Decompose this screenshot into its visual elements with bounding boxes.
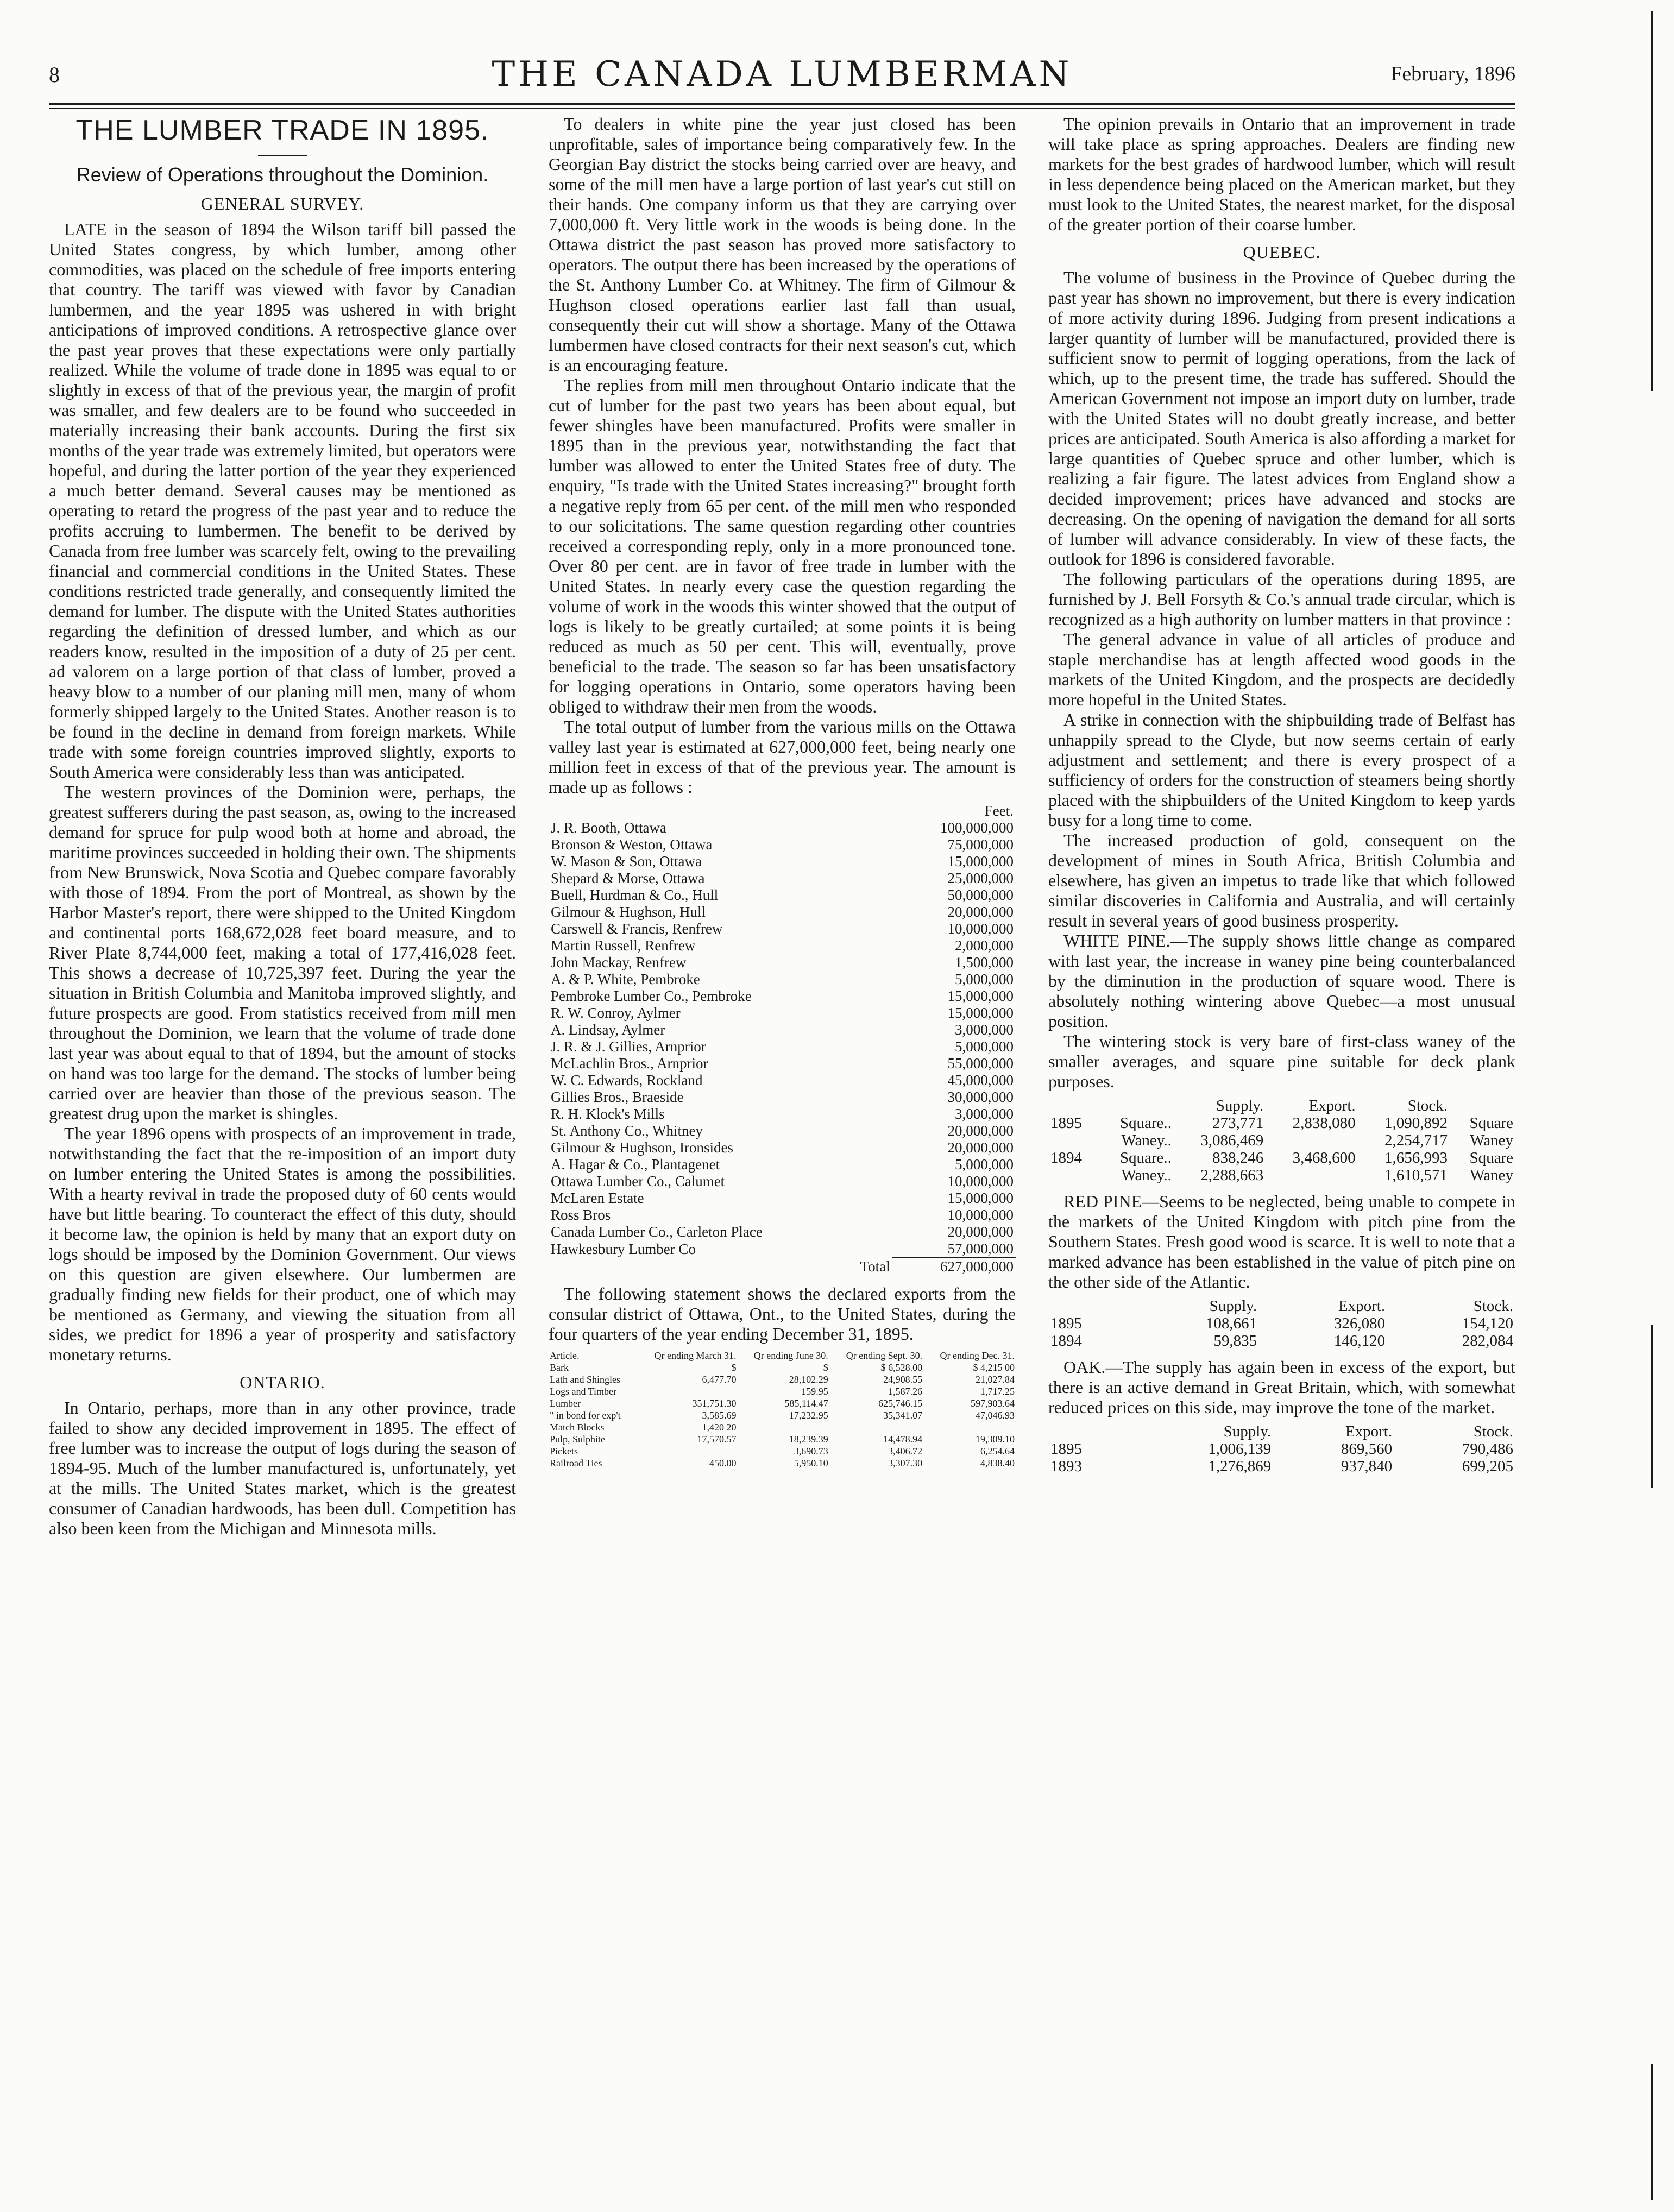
table-cell: 6,477.70 (702, 1374, 737, 1385)
table-cell (1266, 1167, 1357, 1184)
paragraph: The year 1896 opens with prospects of an improvement in trade, notwithstanding the fact that the re-imposition of an import duty on lumber entering the United States is among the possibilities. With a hearty revival in trade the proposed duty of 60 cents would have but little bearing. To counteract the effect of this duty, should it become law, the opinion is held by many that an export duty on logs should be imposed by the Dominion Government. Our views on this question are given elsewhere. Our lumbermen are gradually finding new fields for their product, one of which may be mentioned as Germany, and viewing the situation from all sides, we predict for 1896 a year of prosperity and satisfactory monetary returns. (49, 1124, 516, 1364)
table-cell: 351,751.30 (692, 1398, 737, 1409)
column-1 (49, 114, 516, 2210)
table-row (549, 1240, 1016, 1258)
table-cell: $ (823, 1362, 828, 1373)
table-cell: " in bond for exp't (550, 1410, 621, 1421)
table-header-cell: Qr ending Dec. 31. (940, 1350, 1015, 1361)
mill-feet: 5,000,000 (955, 1038, 1014, 1055)
mill-name: Ottawa Lumber Co., Calumet (551, 1173, 725, 1189)
mill-name: A. Hagar & Co., Plantagenet (551, 1156, 720, 1173)
headline-rule (258, 155, 307, 156)
mill-name: McLachlin Bros., Arnprior (551, 1055, 708, 1072)
table-row (549, 1022, 1016, 1038)
paragraph: The following statement shows the declared exports from the consular district of Ottawa, Ont., to the United States, during the four quarters of the year ending December 31, 1895. (549, 1284, 1016, 1344)
table-header-cell: Supply. (1209, 1297, 1257, 1315)
mill-name: Shepard & Morse, Ottawa (551, 870, 705, 886)
table-cell: 1,276,869 (1208, 1458, 1272, 1475)
table-cell: Pulp, Sulphite (550, 1434, 606, 1445)
table-cell: Square (1469, 1114, 1513, 1132)
mill-feet: 25,000,000 (947, 870, 1014, 886)
table-cell: 790,486 (1462, 1440, 1513, 1458)
table-cell: 450.00 (709, 1458, 737, 1469)
table-cell: 326,080 (1333, 1315, 1386, 1332)
table-cell: 17,232.95 (789, 1410, 828, 1421)
article-headline: THE LUMBER TRADE IN 1895. (75, 115, 489, 146)
table-cell: Waney (1470, 1132, 1513, 1149)
mill-name: Pembroke Lumber Co., Pembroke (551, 988, 752, 1004)
mill-feet: 3,000,000 (955, 1106, 1014, 1122)
table-cell: 1895 (1050, 1440, 1082, 1458)
table-header-cell: Export. (1308, 1097, 1356, 1114)
table-row (549, 1139, 1016, 1156)
table-row (549, 971, 1016, 988)
table-cell: 869,560 (1341, 1440, 1393, 1458)
table-row (549, 1362, 1016, 1373)
table-cell (637, 1385, 738, 1397)
table-cell (923, 1421, 1016, 1433)
header-rule (49, 103, 1515, 105)
table-cell: Waney.. (1121, 1167, 1172, 1184)
table-cell: 17,570.57 (697, 1434, 737, 1445)
paragraph: OAK.—The supply has again been in excess of the export, but there is an active demand in Great Britain, which, with somewhat reduced prices on this side, may improve the tone of the market. (1048, 1357, 1515, 1417)
mill-name: John Mackay, Renfrew (551, 954, 687, 970)
table-row (1048, 1149, 1515, 1167)
table-cell: 6,254.64 (980, 1446, 1015, 1457)
table-cell: 3,690.73 (794, 1446, 828, 1457)
table-cell: $ 4,215 00 (973, 1362, 1015, 1373)
table-cell: 2,254,717 (1384, 1132, 1448, 1149)
table-cell: 2,838,080 (1292, 1114, 1356, 1132)
ottawa-mills-table (549, 803, 1016, 1275)
mill-feet: 20,000,000 (947, 1139, 1014, 1156)
table-cell: Pickets (550, 1446, 578, 1457)
table-cell: 1,656,993 (1384, 1149, 1448, 1167)
table-row (549, 921, 1016, 937)
mill-feet: 5,000,000 (955, 1156, 1014, 1173)
table-cell: 1,420 20 (702, 1422, 737, 1433)
table-cell (637, 1445, 738, 1457)
table-row (549, 1457, 1016, 1469)
paragraph: A strike in connection with the shipbuilding trade of Belfast has unhappily spread to the Clyde, but now seems certain of early adjustment and settlement; and there is every prospect of a sufficiency of orders for the construction of steamers being shortly placed with the shipbuilders of the United Kingdom to keep yards busy for a long time to come. (1048, 710, 1515, 830)
mill-name: Bronson & Weston, Ottawa (551, 836, 713, 853)
mill-name: Hawkesbury Lumber Co (551, 1240, 696, 1257)
section-heading-general-survey: GENERAL SURVEY. (200, 194, 364, 213)
table-cell: 4,838.40 (980, 1458, 1015, 1469)
column-2 (549, 114, 1016, 2210)
table-cell: 59,835 (1213, 1332, 1257, 1350)
table-row (549, 853, 1016, 870)
mill-name: J. R. & J. Gillies, Arnprior (551, 1038, 706, 1055)
mill-feet: 15,000,000 (947, 1005, 1014, 1021)
table-header-cell (1048, 1423, 1127, 1440)
paragraph: RED PINE—Seems to be neglected, being unable to compete in the markets of the United Kingdom with pitch pine from the Southern States. Fresh good wood is scarce. It is well to note that a marked advance has been established in the value of pitch pine on the other side of the Atlantic. (1048, 1192, 1515, 1291)
mill-feet: 75,000,000 (947, 836, 1014, 853)
page-edge-line (1651, 2064, 1653, 2200)
table-header-cell: Export. (1345, 1423, 1393, 1440)
mill-feet: 10,000,000 (947, 921, 1014, 937)
table-row (1048, 1315, 1515, 1332)
table-row (549, 1385, 1016, 1397)
table-cell: 5,950.10 (794, 1458, 828, 1469)
mill-name: Martin Russell, Renfrew (551, 937, 696, 954)
table-cell: 1895 (1050, 1114, 1082, 1132)
mills-total-value: 627,000,000 (892, 1258, 1016, 1275)
table-header-cell: Article. (550, 1350, 580, 1361)
table-cell: 14,478.94 (883, 1434, 923, 1445)
mill-feet: 15,000,000 (947, 853, 1014, 869)
table-cell: Waney.. (1121, 1132, 1172, 1149)
page-number: 8 (49, 62, 60, 87)
mill-name: St. Anthony Co., Whitney (551, 1123, 703, 1139)
mill-name: A. & P. White, Pembroke (551, 971, 700, 987)
table-cell: Square.. (1119, 1114, 1172, 1132)
paragraph: The volume of business in the Province of Quebec during the past year has shown no improvement, but there is every indication of more activity during 1896. Judging from present indications a larger quantity of lumber will be manufactured, provided there is sufficient snow to permit of logging operations, from the lack of which, up to the present time, the trade has suffered. Should the American Government not impose an import duty on lumber, trade with the United States will no doubt greatly increase, and better prices are anticipated. South America is also affording a market for large quantities of Quebec spruce and other lumber, which is realizing a fair figure. The latest advices from England show a decided improvement; prices have advanced and stocks are decreasing. On the opening of navigation the demand for all sorts of lumber will advance considerably. In view of these facts, the outlook for 1896 is considered favorable. (1048, 268, 1515, 569)
table-row (549, 1190, 1016, 1207)
mill-name: R. W. Conroy, Aylmer (551, 1005, 681, 1021)
table-cell: Square.. (1119, 1149, 1172, 1167)
table-cell: 838,246 (1212, 1149, 1264, 1167)
paragraph: The general advance in value of all articles of produce and staple merchandise has at length affected wood goods in the markets of the United Kingdom, and the prospects are decidedly more hopeful in the United States. (1048, 629, 1515, 709)
table-cell (829, 1421, 923, 1433)
table-row (549, 1433, 1016, 1445)
table-cell: 273,771 (1212, 1114, 1264, 1132)
table-cell: 19,309.10 (976, 1434, 1015, 1445)
table-row (1048, 1458, 1515, 1475)
mill-name: J. R. Booth, Ottawa (551, 820, 666, 836)
table-row (549, 937, 1016, 954)
issue-date: February, 1896 (1390, 62, 1515, 85)
table-row (549, 1373, 1016, 1385)
table-row (1048, 1114, 1515, 1132)
paragraph: The increased production of gold, consequent on the development of mines in South Africa, British Columbia and elsewhere, has given an impetus to trade like that which followed similar discoveries in California and Australia, and will certainly result in several years of good business prosperity. (1048, 830, 1515, 930)
column-3 (1048, 114, 1515, 2210)
mill-name: W. Mason & Son, Ottawa (551, 853, 702, 869)
table-header-cell (1048, 1297, 1131, 1315)
mill-feet: 2,000,000 (955, 937, 1014, 954)
table-row (549, 1089, 1016, 1106)
mill-feet: 15,000,000 (947, 988, 1014, 1004)
table-row (549, 988, 1016, 1005)
page-edge-line (1651, 1325, 1653, 1488)
table-cell: 47,046.93 (976, 1410, 1015, 1421)
table-cell: 1,610,571 (1384, 1167, 1448, 1184)
table-cell: 3,406.72 (888, 1446, 923, 1457)
table-cell: 2,288,663 (1200, 1167, 1264, 1184)
table-row (549, 1445, 1016, 1457)
mills-total-label: Total (860, 1258, 890, 1275)
table-cell: 108,661 (1205, 1315, 1257, 1332)
red-pine-table (1048, 1297, 1515, 1350)
table-row (549, 1055, 1016, 1072)
table-header-cell: Stock. (1407, 1097, 1448, 1114)
table-cell: 1894 (1050, 1332, 1082, 1350)
mill-feet: 30,000,000 (947, 1089, 1014, 1105)
table-cell: 585,114.47 (784, 1398, 828, 1409)
paragraph: The opinion prevails in Ontario that an improvement in trade will take place as spring approaches. Dealers are finding new markets for the best grades of hardwood lumber, which will result in less dependence being placed on the American market, but they must look to the United States, the nearest market, for the disposal of the greater portion of their coarse lumber. (1048, 114, 1515, 234)
table-row (549, 1106, 1016, 1123)
table-cell: 3,468,600 (1292, 1149, 1356, 1167)
paragraph: The total output of lumber from the various mills on the Ottawa valley last year is estimated at 627,000,000 feet, being nearly one million feet in excess of that of the previous year. The amount is made up as follows : (549, 717, 1016, 797)
paragraph: In Ontario, perhaps, more than in any other province, trade failed to show any decided improvement in 1895. The effect of free lumber was to increase the output of logs during the season of 1894-95. Much of the lumber manufactured is, unfortunately, yet at the mills. The United States market, which is the greatest consumer of Canadian hardwoods, has been dull. Competition has also been keen from the Michigan and Minnesota mills. (49, 1398, 516, 1538)
mill-name: Buell, Hurdman & Co., Hull (551, 887, 719, 903)
table-cell: 1894 (1050, 1149, 1082, 1167)
table-row (1048, 1440, 1515, 1458)
mills-unit-header: Feet. (984, 803, 1014, 819)
mill-name: McLaren Estate (551, 1190, 644, 1206)
ottawa-exports-table (549, 1350, 1016, 1469)
mill-feet: 10,000,000 (947, 1173, 1014, 1189)
mill-feet: 20,000,000 (947, 1123, 1014, 1139)
table-cell (1048, 1132, 1097, 1149)
article-deck: Review of Operations throughout the Dominion. (76, 163, 489, 186)
table-header-cell (1048, 1097, 1097, 1114)
table-cell: 3,585.69 (702, 1410, 737, 1421)
paragraph: WHITE PINE.—The supply shows little change as compared with last year, the increase in waney pine being counterbalanced by the diminution in the production of square wood. There is absolutely nothing wintering above Quebec—a most unusual position. (1048, 931, 1515, 1031)
mill-feet: 3,000,000 (955, 1022, 1014, 1038)
paragraph: To dealers in white pine the year just closed has been unprofitable, sales of importance being comparatively few. In the Georgian Bay district the stocks being carried over are heavy, and some of the mill men have a large portion of last year's cut still on their hands. One company inform us that they are carrying over 7,000,000 ft. Very little work in the woods is being done. In the Ottawa district the past season has proved more satisfactory to operators. The output there has been increased by the operations of the St. Anthony Lumber Co. at Whitney. The firm of Gilmour & Hughson closed operations earlier last fall than usual, consequently their cut will show a shortage. Many of the Ottawa lumbermen have closed contracts for their next season's cut, which is an encouraging feature. (549, 114, 1016, 375)
table-row (1048, 1132, 1515, 1149)
oak-table (1048, 1423, 1515, 1475)
table-cell: Logs and Timber (550, 1386, 617, 1397)
mill-feet: 20,000,000 (947, 904, 1014, 920)
table-cell: Railroad Ties (550, 1458, 602, 1469)
table-cell: 625,746.15 (878, 1398, 923, 1409)
table-header-cell (1450, 1097, 1515, 1114)
table-row (549, 870, 1016, 887)
table-cell: 21,027.84 (976, 1374, 1015, 1385)
mill-name: Gilmour & Hughson, Ironsides (551, 1139, 733, 1156)
table-cell: 1,090,892 (1384, 1114, 1448, 1132)
table-header-cell: Supply. (1216, 1097, 1264, 1114)
table-row (549, 820, 1016, 836)
table-cell: Waney (1470, 1167, 1513, 1184)
table-row (549, 954, 1016, 971)
masthead-title: THE CANADA LUMBERMAN (492, 54, 1073, 94)
paragraph: LATE in the season of 1894 the Wilson tariff bill passed the United States congress, by which lumber, among other commodities, was placed on the schedule of free imports entering that country. The tariff was viewed with favor by Canadian lumbermen, and the year 1895 was ushered in with bright anticipations of improved conditions. A retrospective glance over the past year proves that these expectations were only partially realized. While the volume of trade done in 1895 was equal to or slightly in excess of that of the previous year, the margin of profit was smaller, and few dealers are to be found who succeeded in materially increasing their bank accounts. During the first six months of the year trade was extremely limited, but operators were hopeful, and during the latter portion of the year they experienced a much better demand. Several causes may be mentioned as operating to retard the progress of the past year and to reduce the profits accruing to lumbermen. The benefit to be derived by Canada from free lumber was scarcely felt, owing to the prevailing financial and commercial conditions in the United States. These conditions restricted trade generally, and consequently limited the demand for lumber. The dispute with the United States authorities regarding the definition of dressed lumber, and which as our readers know, resulted in the imposition of a duty of 25 per cent. ad valorem on a large portion of that class of lumber, proved a heavy blow to a number of our planing mill men, many of whom formerly shipped largely to the United States. Another reason is to be found in the decline in demand from foreign markets. While trade with some foreign countries improved slightly, exports to South America were considerably less than was anticipated. (49, 219, 516, 782)
running-header (49, 54, 1515, 100)
mill-name: Gilmour & Hughson, Hull (551, 904, 706, 920)
table-row (549, 887, 1016, 904)
table-cell: Match Blocks (550, 1422, 605, 1433)
table-row (549, 1005, 1016, 1022)
table-cell: 24,908.55 (883, 1374, 923, 1385)
mill-name: R. H. Klock's Mills (551, 1106, 665, 1122)
mill-feet: 1,500,000 (955, 954, 1014, 970)
table-header-cell: Qr ending Sept. 30. (846, 1350, 923, 1361)
table-row (1048, 1167, 1515, 1184)
section-heading-quebec: QUEBEC. (1243, 242, 1321, 262)
paragraph: The western provinces of the Dominion were, perhaps, the greatest sufferers during the past season, as, owing to the increased demand for spruce for pulp wood both at home and abroad, the maritime provinces succeeded in holding their own. The shipments from New Brunswick, Nova Scotia and Quebec compare favorably with those of 1894. From the port of Montreal, as shown by the Harbor Master's report, there were shipped to the United Kingdom and continental ports 168,672,028 feet board measure, and to River Plate 8,744,000 feet, making a total of 177,416,028 feet. This shows a decrease of 10,725,397 feet. During the year the situation in British Columbia and Manitoba improved slightly, and future prospects are good. From statistics received from mill men throughout the Dominion, we learn that the volume of trade done last year was about equal to that of 1894, but the amount of stocks on hand was too large for the demand. The stocks of lumber being carried over are heavier than those of the previous season. The greatest drug upon the market is shingles. (49, 782, 516, 1123)
mill-name: Ross Bros (551, 1207, 611, 1223)
table-cell: $ (731, 1362, 737, 1373)
table-cell: 937,840 (1341, 1458, 1393, 1475)
table-row (549, 836, 1016, 853)
table-cell: 597,903.64 (971, 1398, 1015, 1409)
table-row (549, 1072, 1016, 1089)
table-row (549, 1123, 1016, 1139)
table-row (549, 1397, 1016, 1409)
table-cell: Bark (550, 1362, 569, 1373)
table-cell: 159.95 (801, 1386, 828, 1397)
mill-feet: 10,000,000 (947, 1207, 1014, 1223)
table-header-cell: Qr ending June 30. (753, 1350, 828, 1361)
mill-feet: 55,000,000 (947, 1055, 1014, 1072)
table-row (1048, 1332, 1515, 1350)
paragraph: The wintering stock is very bare of first-class waney of the smaller averages, and square pine suitable for deck plank purposes. (1048, 1031, 1515, 1091)
table-cell: 1895 (1050, 1315, 1082, 1332)
table-cell: 1893 (1050, 1458, 1082, 1475)
table-cell (1048, 1167, 1097, 1184)
table-cell: 28,102.29 (789, 1374, 828, 1385)
table-cell: 282,084 (1462, 1332, 1513, 1350)
table-row (549, 1156, 1016, 1173)
table-cell: 1,587.26 (888, 1386, 923, 1397)
mill-feet: 45,000,000 (947, 1072, 1014, 1088)
paragraph: The following particulars of the operations during 1895, are furnished by J. Bell Forsyth & Co.'s annual trade circular, which is recognized as a high authority on lumber matters in that province : (1048, 569, 1515, 629)
table-cell: $ 6,528.00 (880, 1362, 923, 1373)
table-cell: 3,086,469 (1200, 1132, 1264, 1149)
paragraph: The replies from mill men throughout Ontario indicate that the cut of lumber for the past two years has been about equal, but fewer shingles have been manufactured. Profits were smaller in 1895 than in the previous year, notwithstanding the fact that lumber was allowed to enter the United States free of duty. The enquiry, "Is trade with the United States increasing?" brought forth a negative reply from 65 per cent. of the mill men who responded to our solicitations. The same question regarding other countries received a corresponding reply, only in a more pronounced tone. Over 80 per cent. are in favor of free trade in lumber with the United States. In nearly every case the question regarding the volume of work in the woods this winter showed that the output of logs is likely to be greatly curtailed; at some points it is being reduced as much as 50 per cent. This will, eventually, prove beneficial to the trade. The season so far has been unsatisfactory for logging operations in Ontario, some operators having been obliged to withdraw their men from the woods. (549, 375, 1016, 716)
table-header-cell: Stock. (1473, 1423, 1513, 1440)
table-cell: Lath and Shingles (550, 1374, 620, 1385)
mill-feet: 5,000,000 (955, 971, 1014, 987)
white-pine-table (1048, 1097, 1515, 1184)
table-cell: 146,120 (1333, 1332, 1386, 1350)
mill-feet: 100,000,000 (940, 820, 1014, 836)
table-row (549, 1038, 1016, 1055)
table-header-cell: Export. (1338, 1297, 1386, 1315)
table-header-cell: Supply. (1223, 1423, 1272, 1440)
table-row (549, 1207, 1016, 1224)
table-row (549, 1224, 1016, 1240)
table-row (549, 904, 1016, 921)
table-header-cell: Stock. (1473, 1297, 1513, 1315)
mill-name: Canada Lumber Co., Carleton Place (551, 1224, 763, 1240)
table-row (549, 1409, 1016, 1421)
section-heading-ontario: ONTARIO. (240, 1372, 325, 1392)
table-cell: 1,006,139 (1208, 1440, 1272, 1458)
mill-feet: 20,000,000 (947, 1224, 1014, 1240)
table-cell: 699,205 (1462, 1458, 1513, 1475)
mill-feet: 15,000,000 (947, 1190, 1014, 1206)
table-cell (1266, 1132, 1357, 1149)
table-cell: Lumber (550, 1398, 581, 1409)
table-header-cell: Qr ending March 31. (654, 1350, 737, 1361)
mill-name: Carswell & Francis, Renfrew (551, 921, 723, 937)
table-cell: 154,120 (1462, 1315, 1513, 1332)
table-cell (738, 1421, 829, 1433)
table-header-cell (1097, 1097, 1174, 1114)
mill-name: A. Lindsay, Aylmer (551, 1022, 665, 1038)
header-rule-thin (49, 108, 1515, 109)
page-edge-line (1651, 11, 1653, 391)
mill-feet: 50,000,000 (947, 887, 1014, 903)
mill-name: W. C. Edwards, Rockland (551, 1072, 703, 1088)
table-row (549, 1173, 1016, 1190)
table-cell: 1,717.25 (980, 1386, 1015, 1397)
table-cell: Square (1469, 1149, 1513, 1167)
mill-name: Gillies Bros., Braeside (551, 1089, 684, 1105)
table-cell: 18,239.39 (789, 1434, 828, 1445)
table-cell: 3,307.30 (888, 1458, 923, 1469)
mill-feet: 57,000,000 (947, 1240, 1014, 1257)
table-row (549, 1421, 1016, 1433)
table-cell: 35,341.07 (883, 1410, 923, 1421)
